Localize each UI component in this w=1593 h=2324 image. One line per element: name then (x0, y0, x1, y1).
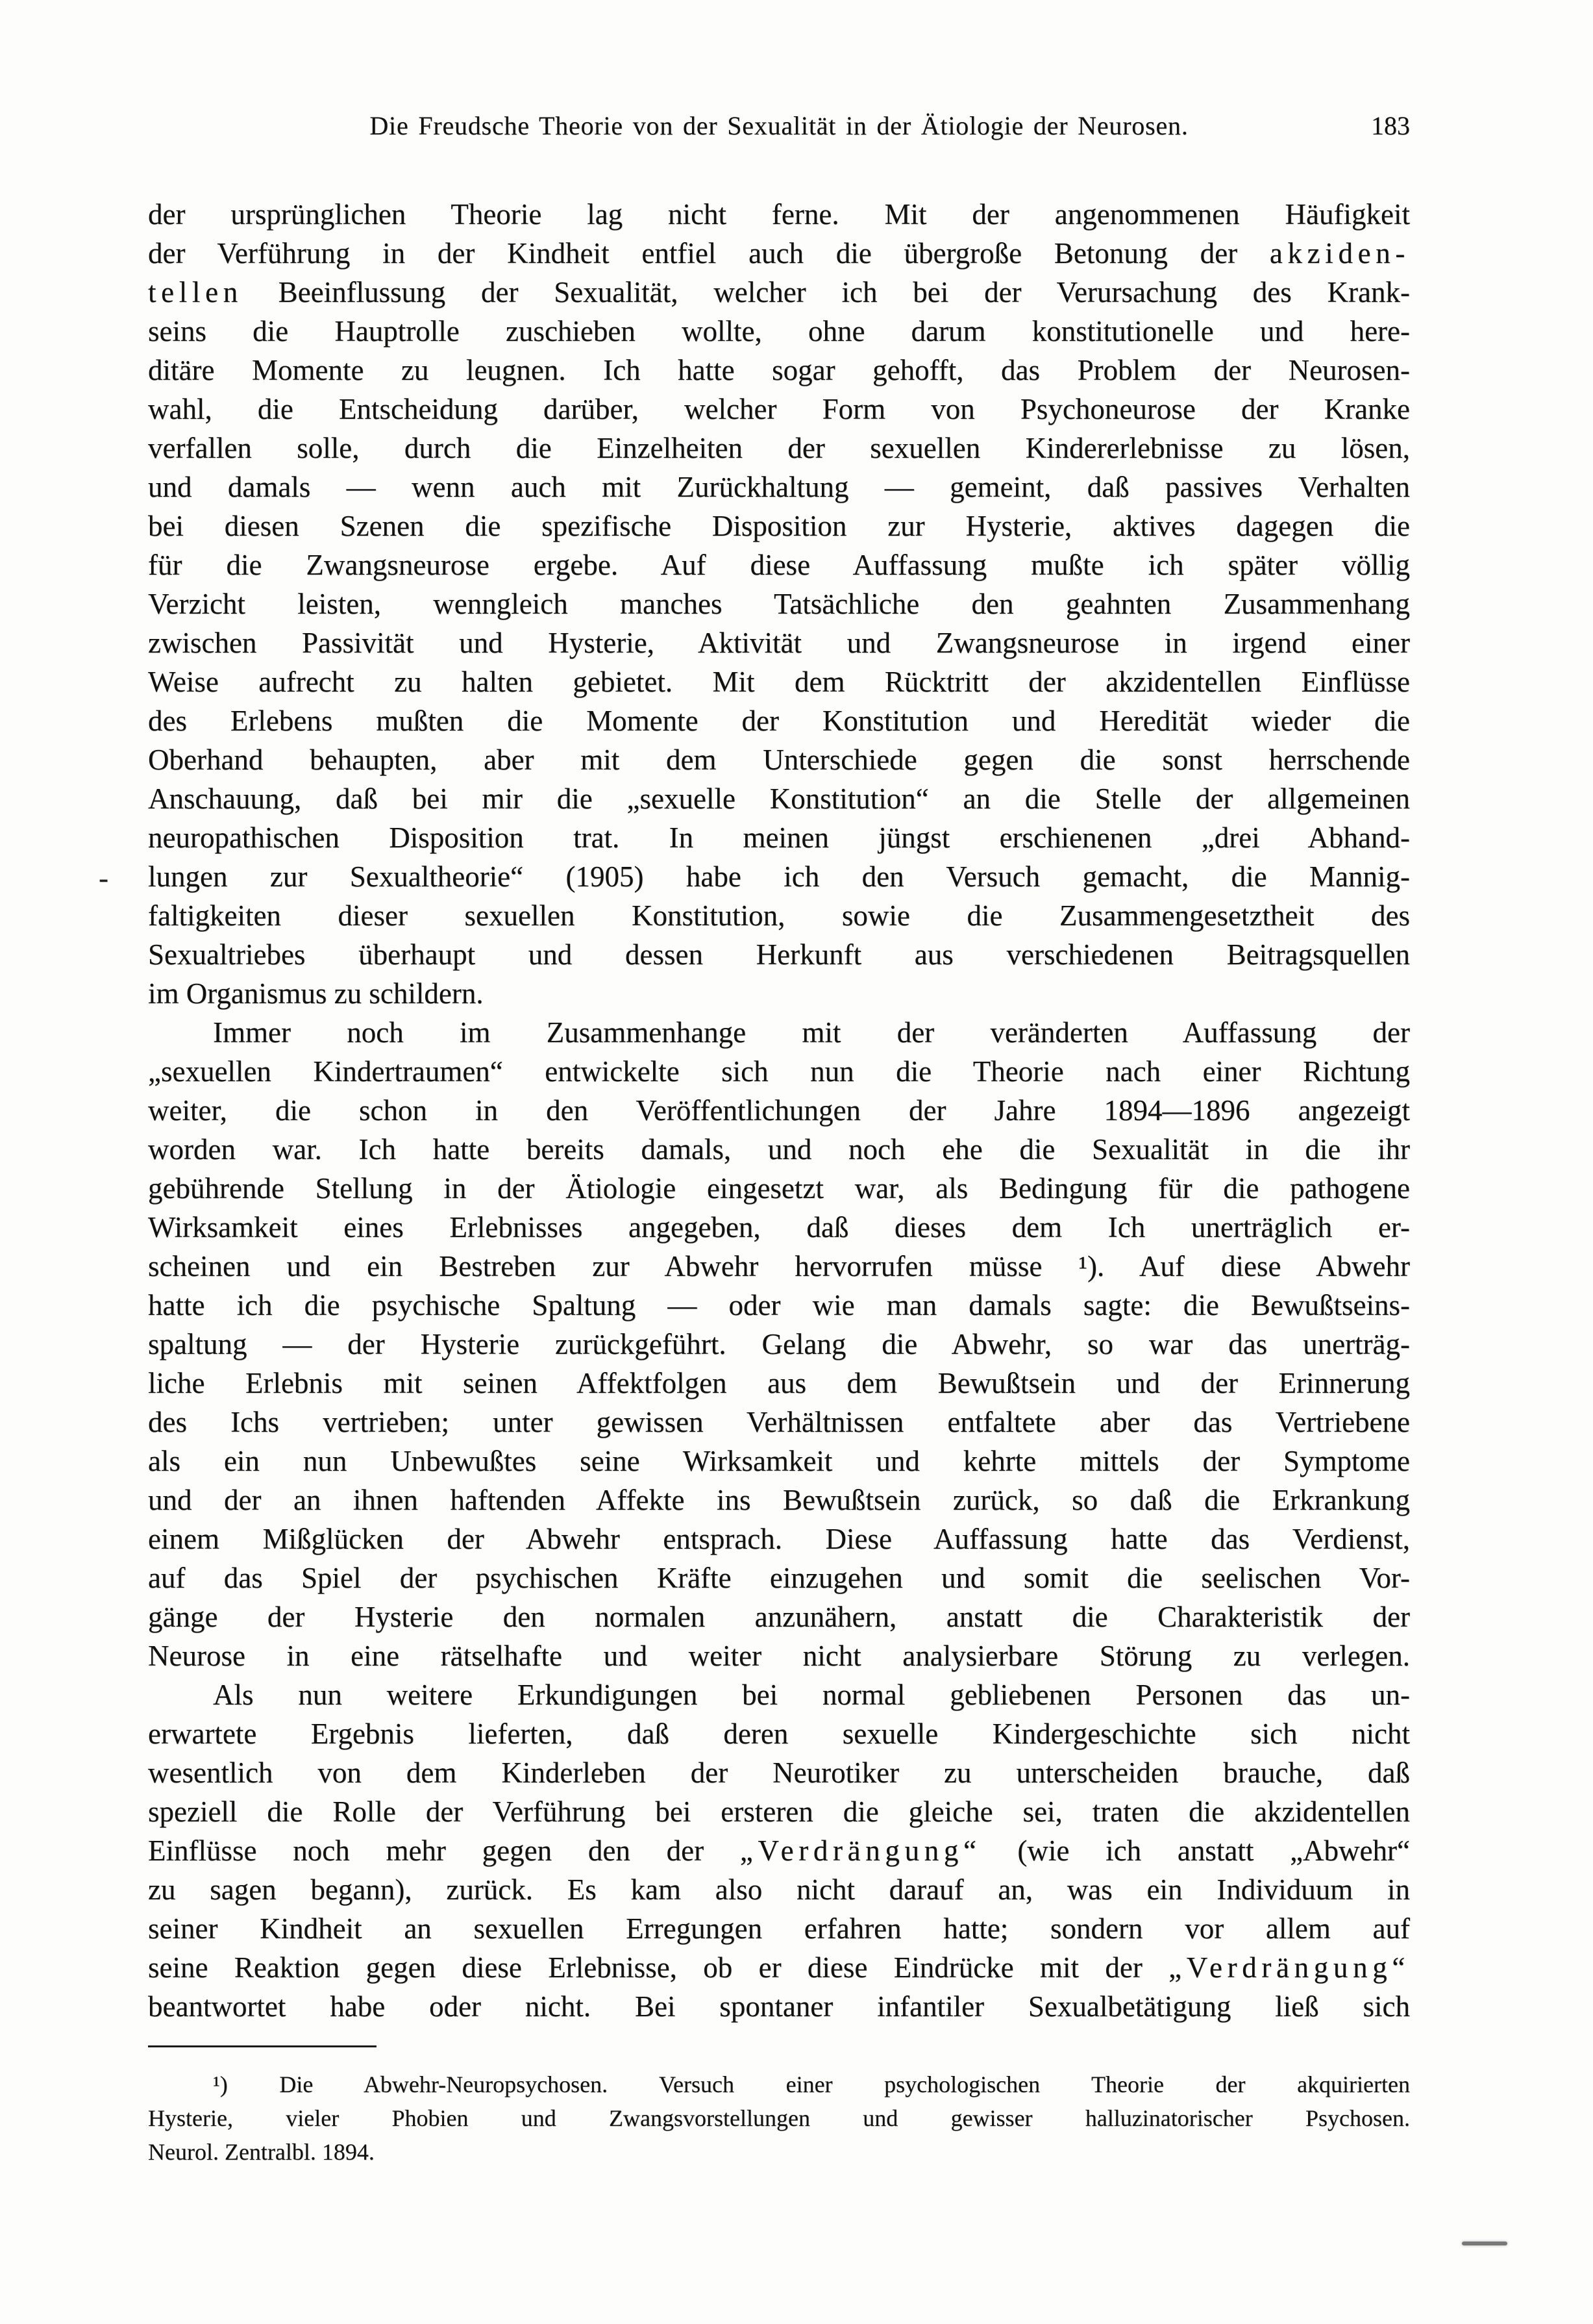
text-segment: Einflüsse noch mehr gegen den der (148, 1834, 740, 1867)
footnote-separator (148, 2045, 377, 2047)
text-line: wahl, die Entscheidung darüber, welcher Form von Psychoneurose der Kranke (148, 393, 1410, 425)
text-line: Neurose in eine rätselhafte und weiter nicht analysierbare Störung zu verlegen. (148, 1640, 1410, 1672)
footnote-line: ¹) Die Abwehr-Neuropsychosen. Versuch einer psychologischen Theorie der akquirierten (213, 2071, 1410, 2097)
running-header-title: Die Freudsche Theorie von der Sexualität in der Ätiologie der Neurosen. (369, 111, 1189, 140)
text-line: faltigkeiten dieser sexuellen Konstitution, sowie die Zusammengesetztheit des (148, 899, 1410, 932)
page-number: 183 (1371, 111, 1410, 140)
text-line: hatte ich die psychische Spaltung — oder wie man damals sagte: die Bewußtseins- (148, 1289, 1410, 1321)
text-line: der ursprünglichen Theorie lag nicht ferne. Mit der angenommenen Häufigkeit (148, 198, 1410, 231)
text-line: einem Mißglücken der Abwehr entsprach. Diese Auffassung hatte das Verdienst, (148, 1523, 1410, 1555)
text-line: zwischen Passivität und Hysterie, Aktivität und Zwangsneurose in irgend einer (148, 627, 1410, 659)
footnote (148, 2068, 1410, 2169)
text-segment: seine Reaktion gegen diese Erlebnisse, ob er diese Eindrücke mit der (148, 1951, 1169, 1984)
text-line: des Ichs vertrieben; unter gewissen Verhältnissen entfaltete aber das Vertriebene (148, 1406, 1410, 1438)
text-line: ditäre Momente zu leugnen. Ich hatte sogar gehofft, das Problem der Neurosen- (148, 354, 1410, 386)
text-line: Oberhand behaupten, aber mit dem Unterschiede gegen die sonst herrschende (148, 743, 1410, 776)
text-line: worden war. Ich hatte bereits damals, und noch ehe die Sexualität in die ihr (148, 1133, 1410, 1166)
paragraph (148, 1675, 1410, 2026)
margin-mark: - (99, 862, 108, 894)
text-line: auf das Spiel der psychischen Kräfte einzugehen und somit die seelischen Vor- (148, 1562, 1410, 1594)
text-line: Wirksamkeit eines Erlebnisses angegeben, daß dieses dem Ich unerträglich er- (148, 1211, 1410, 1243)
text-line: seins die Hauptrolle zuschieben wollte, ohne darum konstitutionelle und here- (148, 315, 1410, 347)
text-line (148, 273, 1410, 312)
text-line: verfallen solle, durch die Einzelheiten der sexuellen Kindererlebnisse zu lösen, (148, 432, 1410, 464)
text-line: gebührende Stellung in der Ätiologie eingesetzt war, als Bedingung für die pathogene (148, 1172, 1410, 1205)
text-line: liche Erlebnis mit seinen Affektfolgen aus dem Bewußtsein und der Erinnerung (148, 1367, 1410, 1399)
text-line: für die Zwangsneurose ergebe. Auf diese Auffassung mußte ich später völlig (148, 549, 1410, 581)
text-line: wesentlich von dem Kinderleben der Neurotiker zu unterscheiden brauche, daß (148, 1756, 1410, 1789)
text-line: neuropathischen Disposition trat. In meinen jüngst erschienenen „drei Abhand- (148, 821, 1410, 854)
text-line: scheinen und ein Bestreben zur Abwehr hervorrufen müsse ¹). Auf diese Abwehr (148, 1250, 1410, 1282)
text-segment: (wie ich anstatt „Abwehr“ (981, 1834, 1410, 1867)
letterspaced-emphasis: akziden- (1269, 237, 1410, 269)
text-segment: Beeinflussung der Sexualität, welcher ich bei der Verursachung des Krank- (242, 276, 1410, 308)
paragraph (148, 1013, 1410, 1675)
text-line: beantwortet habe oder nicht. Bei spontaner infantiler Sexualbetätigung ließ sich (148, 1990, 1410, 2023)
scan-artifact-mark (1462, 2242, 1507, 2245)
text-line: speziell die Rolle der Verführung bei ersteren die gleiche sei, traten die akzidentellen (148, 1795, 1410, 1828)
text-line: als ein nun Unbewußtes seine Wirksamkeit und kehrte mittels der Symptome (148, 1445, 1410, 1477)
letterspaced-emphasis: tellen (148, 276, 243, 308)
text-line: Anschauung, daß bei mir die „sexuelle Konstitution“ an die Stelle der allgemeinen (148, 782, 1410, 815)
page-body-text (148, 195, 1410, 2026)
text-line: gänge der Hysterie den normalen anzunähern, anstatt die Charakteristik der (148, 1601, 1410, 1633)
text-line: zu sagen begann), zurück. Es kam also nicht darauf an, was ein Individuum in (148, 1873, 1410, 1906)
text-line: spaltung — der Hysterie zurückgeführt. Gelang die Abwehr, so war das unerträg- (148, 1328, 1410, 1360)
text-segment: der Verführung in der Kindheit entfiel auch die übergroße Betonung der (148, 237, 1270, 269)
footnote-line: Hysterie, vieler Phobien und Zwangsvorstellungen und gewisser halluzinatorischer Psychosen. (148, 2105, 1410, 2131)
running-header (148, 106, 1410, 145)
text-line: Immer noch im Zusammenhange mit der veränderten Auffassung der (213, 1016, 1410, 1049)
text-line (148, 234, 1410, 273)
text-line (148, 1948, 1410, 1987)
letterspaced-emphasis: „Verdrängung“ (739, 1834, 982, 1867)
footnote-line: Neurol. Zentralbl. 1894. (148, 2139, 375, 2165)
text-line: und damals — wenn auch mit Zurückhaltung — gemeint, daß passives Verhalten (148, 471, 1410, 503)
text-line: Verzicht leisten, wenngleich manches Tatsächliche den geahnten Zusammenhang (148, 588, 1410, 620)
text-line: weiter, die schon in den Veröffentlichungen der Jahre 1894—1896 angezeigt (148, 1094, 1410, 1127)
text-line: bei diesen Szenen die spezifische Disposition zur Hysterie, aktives dagegen die (148, 510, 1410, 542)
text-line: erwartete Ergebnis lieferten, daß deren sexuelle Kindergeschichte sich nicht (148, 1718, 1410, 1750)
letterspaced-emphasis: „Verdrängung“ (1168, 1951, 1410, 1984)
text-line: seiner Kindheit an sexuellen Erregungen erfahren hatte; sondern vor allem auf (148, 1912, 1410, 1945)
text-line: des Erlebens mußten die Momente der Konstitution und Heredität wieder die (148, 705, 1410, 737)
text-line: im Organismus zu schildern. (148, 977, 484, 1010)
text-line: Weise aufrecht zu halten gebietet. Mit dem Rücktritt der akzidentellen Einflüsse (148, 666, 1410, 698)
paragraph (148, 195, 1410, 1013)
text-line (148, 1831, 1410, 1870)
text-line: lungen zur Sexualtheorie“ (1905) habe ich den Versuch gemacht, die Mannig- (148, 860, 1410, 893)
text-line: und der an ihnen haftenden Affekte ins Bewußtsein zurück, so daß die Erkrankung (148, 1484, 1410, 1516)
text-line: Sexualtriebes überhaupt und dessen Herkunft aus verschiedenen Beitragsquellen (148, 938, 1410, 971)
text-line: Als nun weitere Erkundigungen bei normal gebliebenen Personen das un- (213, 1679, 1410, 1711)
text-line: „sexuellen Kindertraumen“ entwickelte sich nun die Theorie nach einer Richtung (148, 1055, 1410, 1088)
